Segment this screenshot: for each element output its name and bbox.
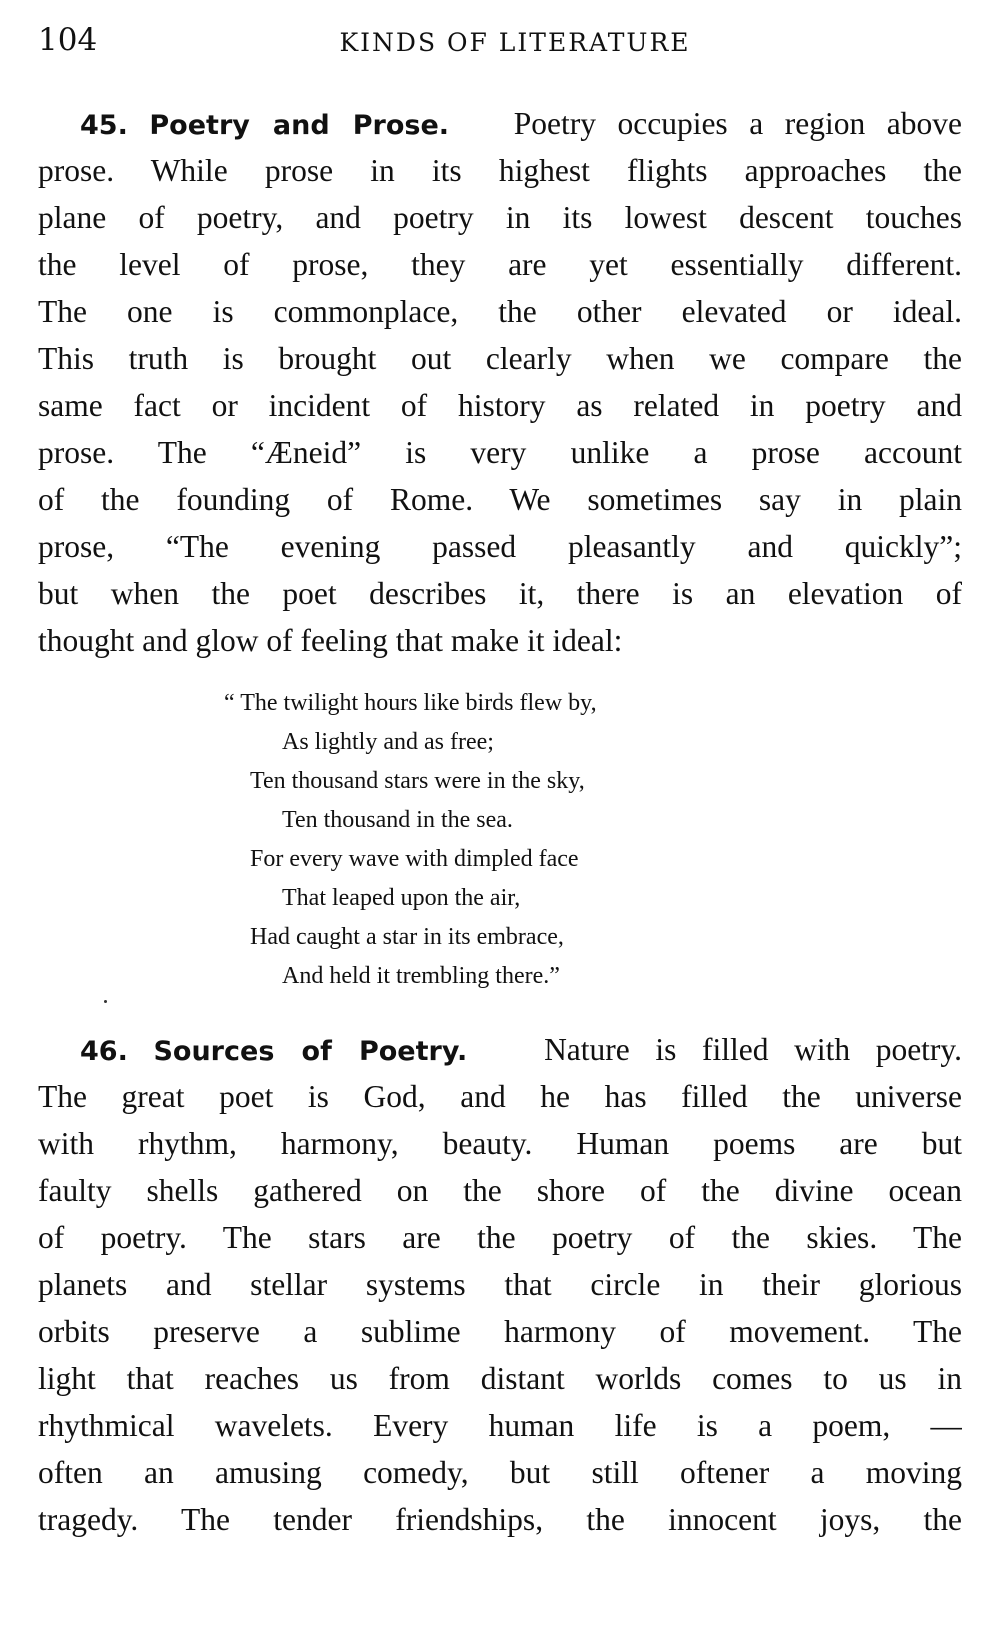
section-46-first-line (38, 1026, 962, 1073)
section-45-first-line (38, 100, 962, 147)
text-line: The great poet is God, and he has filled the universe (38, 1079, 962, 1114)
poem-line: Ten thousand in the sea. (282, 807, 513, 833)
text-line: faulty shells gathered on the shore of the divine ocean (38, 1173, 962, 1208)
text-line: rhythmical wavelets. Every human life is a poem, — (38, 1408, 962, 1443)
poem-line: “ The twilight hours like birds flew by, (224, 690, 597, 716)
page-header (38, 22, 962, 62)
text-line: thought and glow of feeling that make it ideal: (38, 623, 623, 658)
poem-quote (224, 684, 810, 996)
section-45 (38, 100, 962, 664)
section-45-title: Poetry and Prose. (149, 110, 450, 141)
section-46 (38, 1026, 962, 1543)
text-line: but when the poet describes it, there is an elevation of (38, 576, 962, 611)
text-line: same fact or incident of history as related in poetry and (38, 388, 962, 423)
text-line: tragedy. The tender friendships, the innocent joys, the (38, 1502, 962, 1537)
poem-line: Ten thousand stars were in the sky, (250, 768, 585, 794)
text-line: of the founding of Rome. We sometimes say in plain (38, 482, 962, 517)
text-line: This truth is brought out clearly when we compare the (38, 341, 962, 376)
text-line: prose. The “Æneid” is very unlike a prose account (38, 435, 962, 470)
text-line: Nature is filled with poetry. (544, 1032, 962, 1067)
text-line: prose. While prose in its highest flights approaches the (38, 153, 962, 188)
running-title: KINDS OF LITERATURE (339, 28, 691, 57)
text-line: light that reaches us from distant worlds comes to us in (38, 1361, 962, 1396)
poem-line: And held it trembling there.” (282, 963, 560, 989)
text-line: The one is commonplace, the other elevated or ideal. (38, 294, 962, 329)
page-number: 104 (38, 22, 98, 58)
text-line: with rhythm, harmony, beauty. Human poems are but (38, 1126, 962, 1161)
poem-line: Had caught a star in its embrace, (250, 924, 564, 950)
text-line: orbits preserve a sublime harmony of movement. The (38, 1314, 962, 1349)
text-line: of poetry. The stars are the poetry of the skies. The (38, 1220, 962, 1255)
print-speck (104, 1000, 107, 1003)
section-45-number: 45. (80, 110, 128, 141)
section-46-number: 46. (80, 1036, 128, 1067)
poem-line: For every wave with dimpled face (250, 846, 579, 872)
section-46-title: Sources of Poetry. (153, 1036, 468, 1067)
text-line: plane of poetry, and poetry in its lowest descent touches (38, 200, 962, 235)
text-line: Poetry occupies a region above (513, 106, 962, 141)
text-line: prose, “The evening passed pleasantly and quickly”; (38, 529, 962, 564)
text-line: often an amusing comedy, but still oftener a moving (38, 1455, 962, 1490)
text-line: the level of prose, they are yet essentially different. (38, 247, 962, 282)
poem-line: As lightly and as free; (282, 729, 494, 755)
text-line: planets and stellar systems that circle in their glorious (38, 1267, 962, 1302)
poem-line: That leaped upon the air, (282, 885, 521, 911)
